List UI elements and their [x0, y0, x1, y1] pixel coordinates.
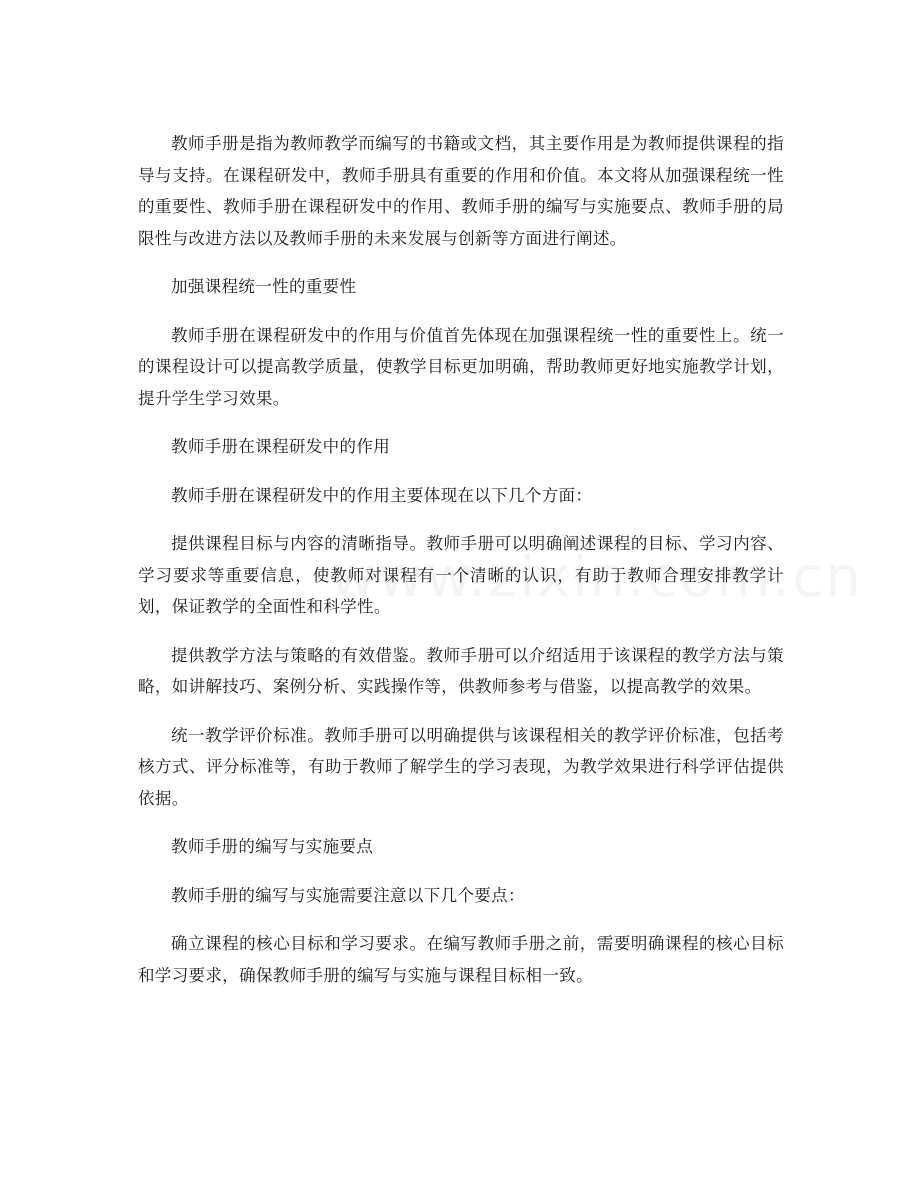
paragraph-role-methods: 提供教学方法与策略的有效借鉴。教师手册可以介绍适用于该课程的教学方法与策略，如讲解技巧、案例分析、实践操作等，供教师参考与借鉴，以提高教学的效果。: [138, 645, 784, 696]
paragraph-role-intro: 教师手册在课程研发中的作用主要体现在以下几个方面：: [171, 485, 593, 505]
paragraph-role-evaluation: 统一教学评价标准。教师手册可以明确提供与该课程相关的教学评价标准，包括考核方式、评分标准等，有助于教师了解学生的学习表现，为教学效果进行科学评估提供依据。: [138, 725, 784, 808]
paragraph-role-guidance: 提供课程目标与内容的清晰指导。教师手册可以明确阐述课程的目标、学习内容、学习要求等重要信息，使教师对课程有一个清晰的认识，有助于教师合理安排教学计划，保证教学的全面性和科学性。: [138, 534, 784, 616]
paragraph-unity: 教师手册在课程研发中的作用与价值首先体现在加强课程统一性的重要性上。统一的课程设计可以提高教学质量，使教学目标更加明确，帮助教师更好地实施教学计划，提升学生学习效果。: [138, 325, 784, 408]
section-heading-unity: 加强课程统一性的重要性: [171, 277, 357, 296]
section-heading-role: 教师手册在课程研发中的作用: [171, 437, 391, 456]
section-heading-writing: 教师手册的编写与实施要点: [171, 837, 374, 856]
paragraph-writing-goals: 确立课程的核心目标和学习要求。在编写教师手册之前，需要明确课程的核心目标和学习要求，确保教师手册的编写与实施与课程目标相一致。: [138, 934, 784, 985]
intro-paragraph: 教师手册是指为教师教学而编写的书籍或文档，其主要作用是为教师提供课程的指导与支持。在课程研发中，教师手册具有重要的作用和价值。本文将从加强课程统一性的重要性、教师手册在课程研发中的作用、教师手册的编写与实施要点、教师手册的局限性与改进方法以及教师手册的未来发展与创新等方面进行阐述。: [138, 134, 784, 248]
paragraph-writing-intro: 教师手册的编写与实施需要注意以下几个要点：: [171, 885, 525, 905]
document-page: [138, 128, 784, 1008]
